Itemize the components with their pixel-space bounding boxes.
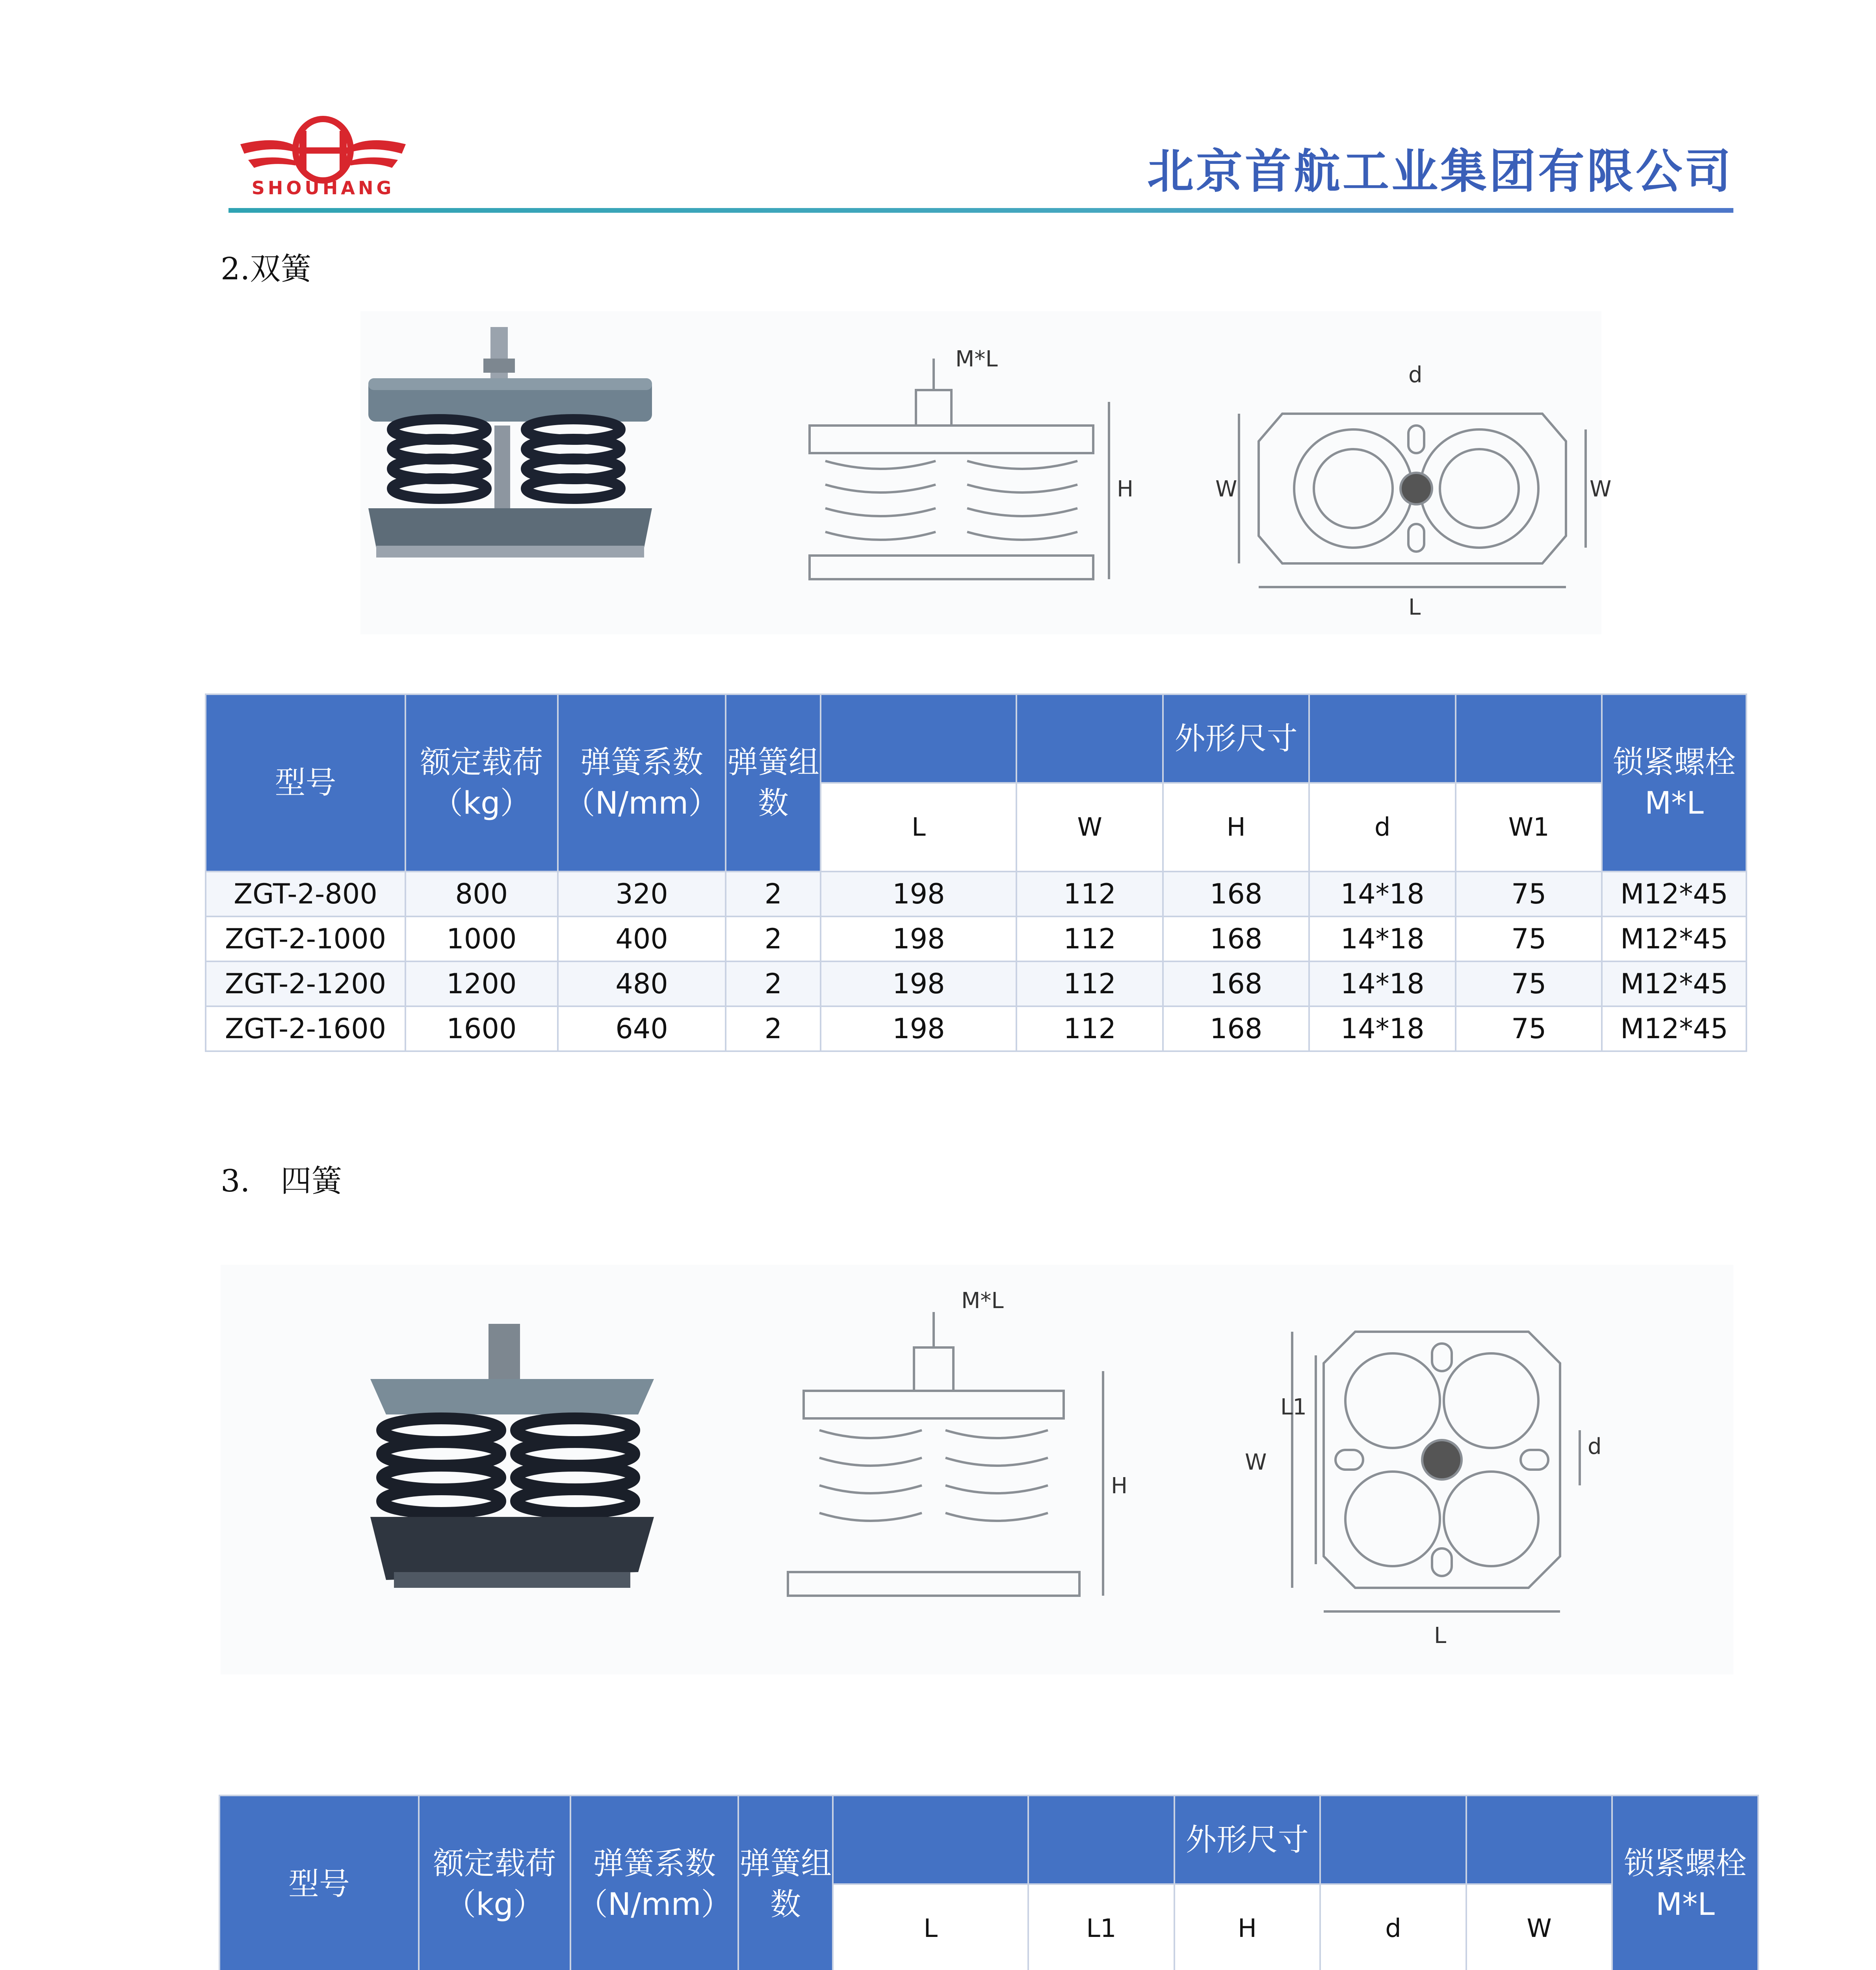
length-dim-label: L <box>1408 595 1421 620</box>
table-cell: 1600 <box>405 1006 558 1051</box>
table-cell: 2 <box>726 872 821 916</box>
dim-col-l: L <box>821 783 1016 872</box>
dim-col-w: W <box>1016 783 1163 872</box>
company-name: 北京首航工业集团有限公司 <box>1147 144 1733 199</box>
header-rated-load: 额定载荷（kg） <box>405 694 558 872</box>
quad-spring-figure <box>221 1265 1733 1674</box>
section-heading-double-spring: 2.双簧 <box>221 251 312 287</box>
table-cell: 2 <box>726 961 821 1006</box>
header-blank <box>821 694 1016 783</box>
table-cell: 14*18 <box>1309 916 1456 961</box>
table-cell: 168 <box>1163 916 1309 961</box>
table-cell: 14*18 <box>1309 1006 1456 1051</box>
table-cell: 75 <box>1456 916 1602 961</box>
hole-dim-label: d <box>1408 362 1423 388</box>
header-rated-load: 额定载荷（kg） <box>419 1795 571 1970</box>
table-cell: 1200 <box>405 961 558 1006</box>
height-dim-label: H <box>1117 476 1134 502</box>
table-cell: ZGT-2-1200 <box>206 961 405 1006</box>
table-cell: 112 <box>1016 1006 1163 1051</box>
width-dim-label-left: W <box>1215 476 1237 502</box>
dim-col-h: H <box>1174 1884 1321 1970</box>
table-cell: 75 <box>1456 1006 1602 1051</box>
header-blank <box>1028 1795 1174 1884</box>
table-cell: 198 <box>821 961 1016 1006</box>
table-cell: 640 <box>558 1006 726 1051</box>
double-spring-figure <box>360 311 1612 634</box>
table-cell: ZGT-2-800 <box>206 872 405 916</box>
table-cell: M12*45 <box>1602 1006 1746 1051</box>
bolt-dim-label: M*L <box>961 1288 1004 1314</box>
width-dim-label-right: W <box>1590 476 1612 502</box>
quad-spring-illustrations <box>221 1265 1733 1674</box>
header-spring-rate: 弹簧系数（N/mm） <box>570 1795 738 1970</box>
header-spring-count: 弹簧组数 <box>738 1795 833 1970</box>
table-cell: M12*45 <box>1602 961 1746 1006</box>
table-cell: 1000 <box>405 916 558 961</box>
height-dim-label: H <box>1111 1473 1128 1499</box>
table-row <box>206 1006 1746 1051</box>
table-cell: 75 <box>1456 872 1602 916</box>
double-spring-top-drawing <box>1239 414 1586 587</box>
table-cell: 198 <box>821 1006 1016 1051</box>
table-cell: 168 <box>1163 961 1309 1006</box>
table-row <box>206 916 1746 961</box>
header-blank <box>1456 694 1602 783</box>
hole-dim-label: d <box>1588 1434 1602 1459</box>
quad-spring-side-drawing <box>788 1312 1103 1596</box>
width-dim-label: W <box>1245 1450 1267 1475</box>
length-dim-label: L <box>1434 1623 1447 1648</box>
table-cell: ZGT-2-1000 <box>206 916 405 961</box>
table-cell: 168 <box>1163 1006 1309 1051</box>
header-model: 型号 <box>206 694 405 872</box>
dim-col-w1: W1 <box>1456 783 1602 872</box>
table-cell: 198 <box>821 872 1016 916</box>
header-blank <box>1320 1795 1466 1884</box>
header-blank <box>1309 694 1456 783</box>
header-spring-count: 弹簧组数 <box>726 694 821 872</box>
header-bolt: 锁紧螺栓 M*L <box>1612 1795 1758 1970</box>
double-spring-spec-table <box>205 693 1747 1052</box>
dim-col-d: d <box>1320 1884 1466 1970</box>
quad-spring-spec-table <box>219 1795 1759 1970</box>
header-bolt: 锁紧螺栓 M*L <box>1602 694 1746 872</box>
dim-col-h: H <box>1163 783 1309 872</box>
table-cell: 75 <box>1456 961 1602 1006</box>
header-blank <box>833 1795 1028 1884</box>
table-cell: M12*45 <box>1602 872 1746 916</box>
table-cell: 198 <box>821 916 1016 961</box>
header-divider <box>228 208 1733 213</box>
header-dimensions: 外形尺寸 <box>1163 694 1309 783</box>
table-cell: 112 <box>1016 961 1163 1006</box>
table-cell: 480 <box>558 961 726 1006</box>
table-cell: 800 <box>405 872 558 916</box>
inner-length-dim-label: L1 <box>1280 1394 1307 1420</box>
logo-wordmark: SHOUHANG <box>251 177 395 199</box>
table-cell: 2 <box>726 916 821 961</box>
table-cell: 112 <box>1016 916 1163 961</box>
quad-spring-photo <box>370 1324 654 1588</box>
dim-col-w: W <box>1466 1884 1612 1970</box>
double-spring-illustrations <box>360 311 1612 634</box>
table-cell: 14*18 <box>1309 961 1456 1006</box>
table-cell: 14*18 <box>1309 872 1456 916</box>
table-cell: M12*45 <box>1602 916 1746 961</box>
header-dimensions: 外形尺寸 <box>1174 1795 1321 1884</box>
table-row <box>206 961 1746 1006</box>
quad-spring-top-drawing <box>1292 1332 1580 1611</box>
table-cell: 168 <box>1163 872 1309 916</box>
section-heading-quad-spring: 3. 四簧 <box>221 1163 342 1199</box>
double-spring-photo <box>368 327 652 558</box>
table-cell: 112 <box>1016 872 1163 916</box>
table-row <box>206 872 1746 916</box>
header-blank <box>1466 1795 1612 1884</box>
bolt-dim-label: M*L <box>955 346 998 372</box>
header-model: 型号 <box>219 1795 419 1970</box>
double-spring-side-drawing <box>810 359 1109 579</box>
dim-col-l: L <box>833 1884 1028 1970</box>
dim-col-l1: L1 <box>1028 1884 1174 1970</box>
dim-col-d: d <box>1309 783 1456 872</box>
company-logo <box>232 106 414 201</box>
header-blank <box>1016 694 1163 783</box>
table-cell: 320 <box>558 872 726 916</box>
table-cell: 400 <box>558 916 726 961</box>
table-cell: ZGT-2-1600 <box>206 1006 405 1051</box>
table-cell: 2 <box>726 1006 821 1051</box>
header-spring-rate: 弹簧系数（N/mm） <box>558 694 726 872</box>
